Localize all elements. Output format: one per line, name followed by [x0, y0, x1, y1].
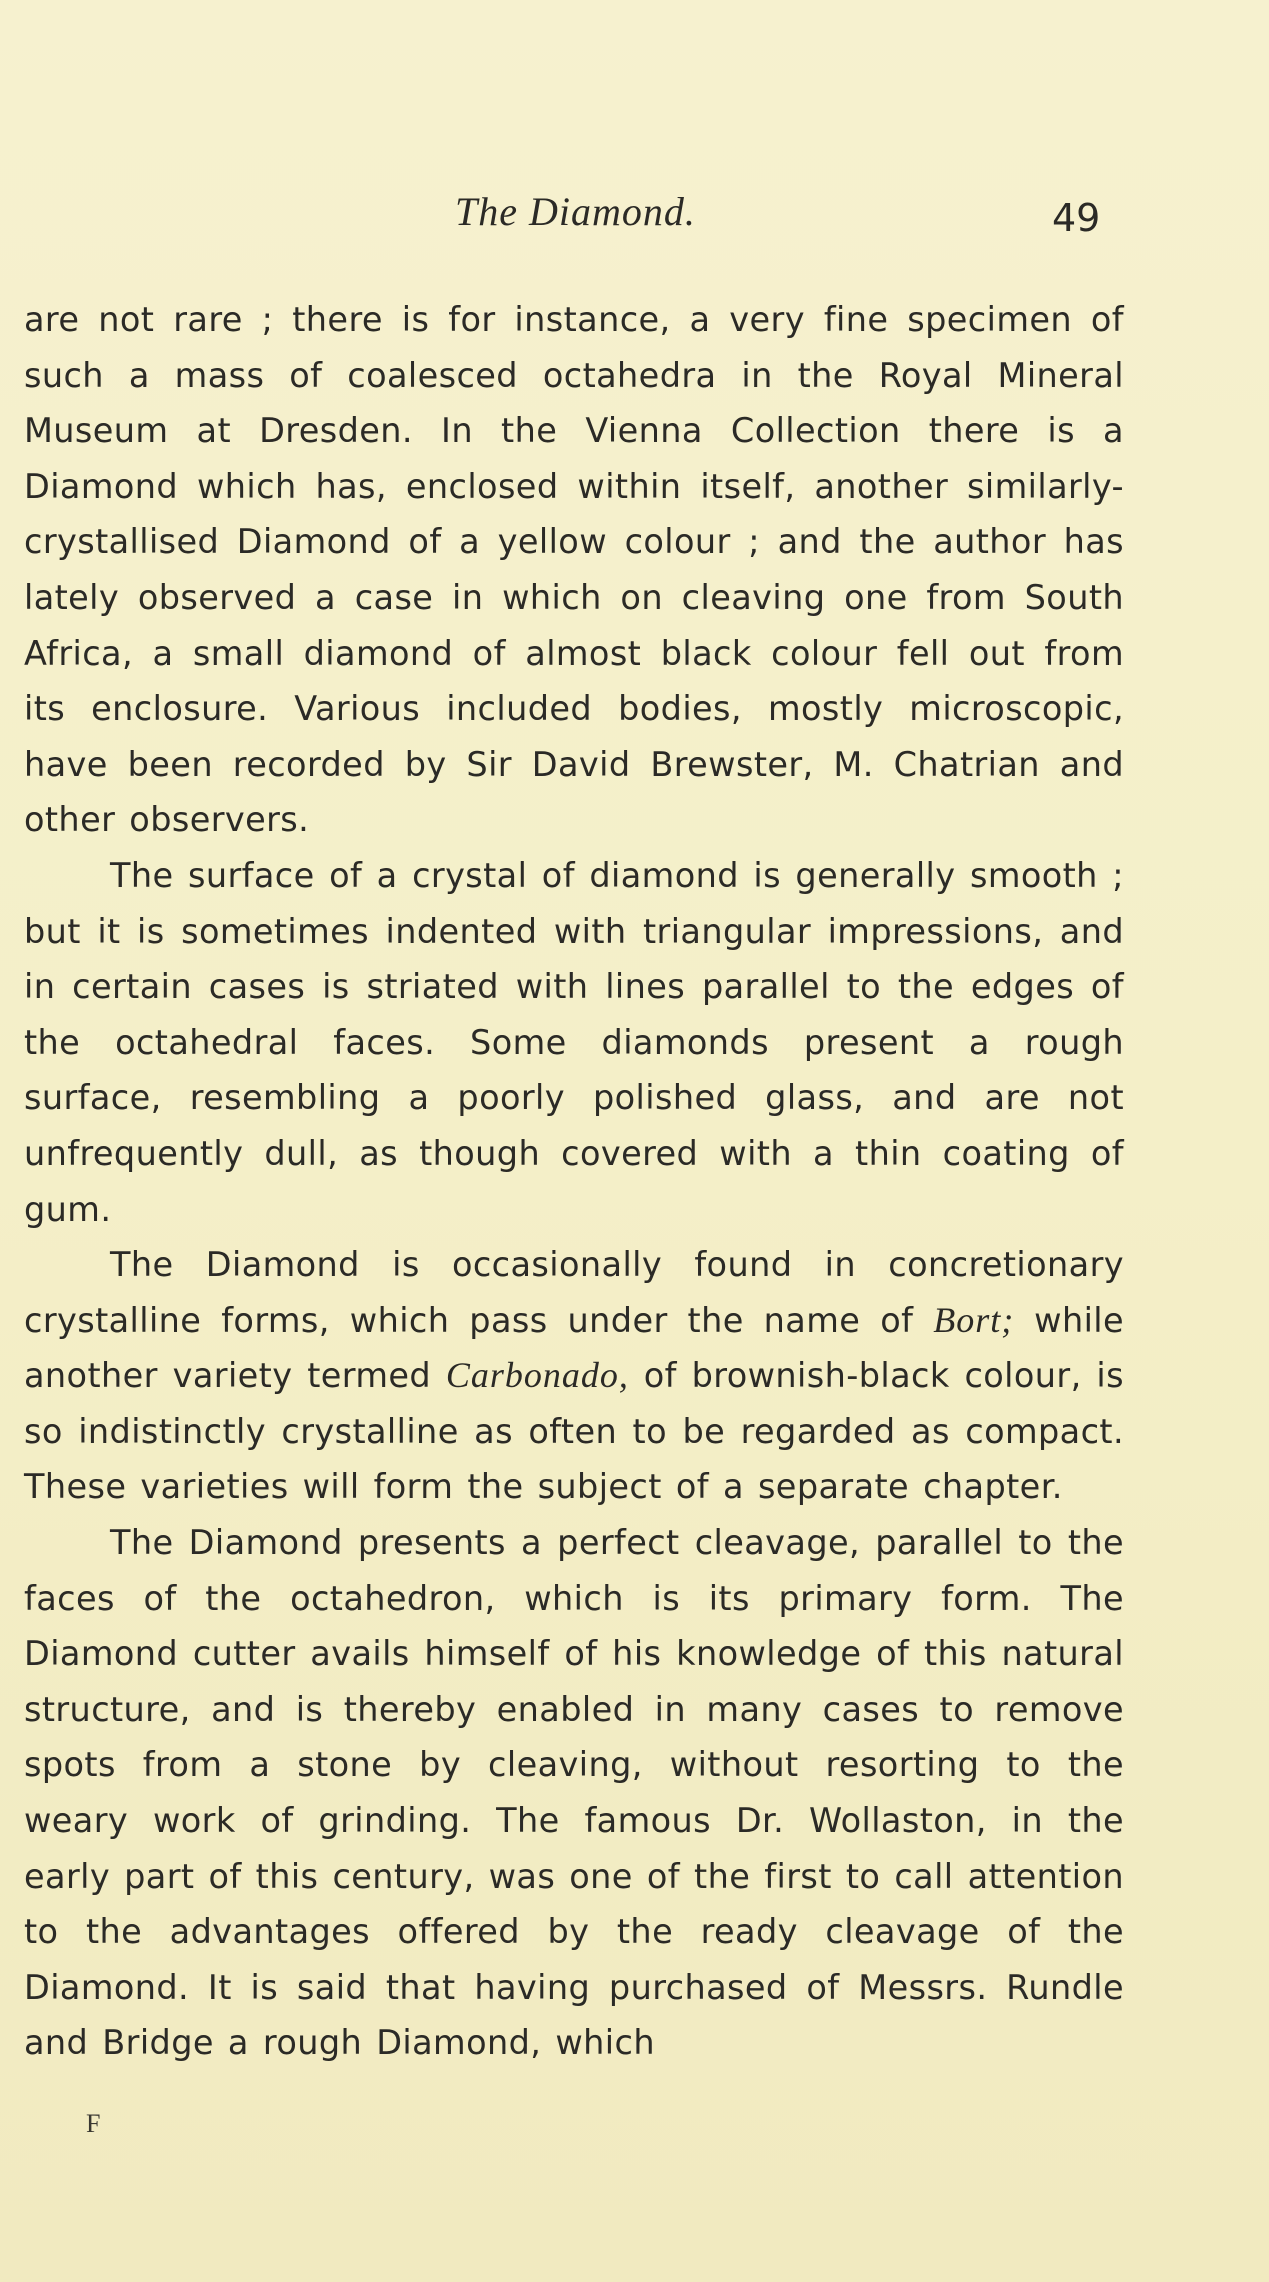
body-text — [24, 292, 1124, 2071]
paragraph-varieties — [24, 1237, 1124, 1515]
term-carbonado: Carbonado, — [445, 1355, 629, 1396]
paragraph-cleavage: The Diamond presents a perfect cleavage, parallel to the faces of the octahedron, which is its primary form. The Diamond cutter avails himself of his knowledge of this natural structure, and is thereby enabled in many cases to remove spots from a stone by cleaving, without resorting to the weary work of grinding. The famous Dr. Wollaston, in the early part of this century, was one of the first to call attention to the advantages offered by the ready cleavage of the Diamond. It is said that having purchased of Messrs. Rundle and Bridge a rough Diamond, which — [24, 1523, 1124, 2063]
paragraph-surface: The surface of a crystal of diamond is generally smooth ; but it is sometimes indented with triangular impressions, and in certain cases is striated with lines parallel to the edges of the octahedral faces. Some diamonds present a rough surface, resembling a poorly polished glass, and are not unfrequently dull, as though covered with a thin coating of gum. — [24, 855, 1124, 1229]
running-head — [0, 188, 1269, 248]
signature-mark: F — [86, 2109, 101, 2138]
page-number: 49 — [1052, 196, 1101, 240]
term-bort: Bort; — [933, 1299, 1015, 1340]
paragraph-varieties-text-1: The Diamond is occasionally found in concretionary crystalline forms, which pass under the name of — [24, 1245, 1124, 1340]
paragraph-varieties-text-2: while another variety termed — [24, 1300, 1125, 1396]
paragraph-varieties-text-3: of brownish-black colour, is so indistinctly crystalline as often to be regarded as compact. These varieties will form the subject of a separate chapter. — [24, 1356, 1124, 1507]
running-title: The Diamond. — [455, 189, 696, 234]
paragraph-continuation: are not rare ; there is for instance, a very fine specimen of such a mass of coalesced octahedra in the Royal Mineral Museum at Dresden. In the Vienna Collection there is a Diamond which has, enclosed within itself, another similarly-crystallised Diamond of a yellow colour ; and the author has lately observed a case in which on cleaving one from South Africa, a small diamond of almost black colour fell out from its enclosure. Various included bodies, mostly microscopic, have been recorded by Sir David Brewster, M. Chatrian and other observers. — [24, 300, 1124, 840]
